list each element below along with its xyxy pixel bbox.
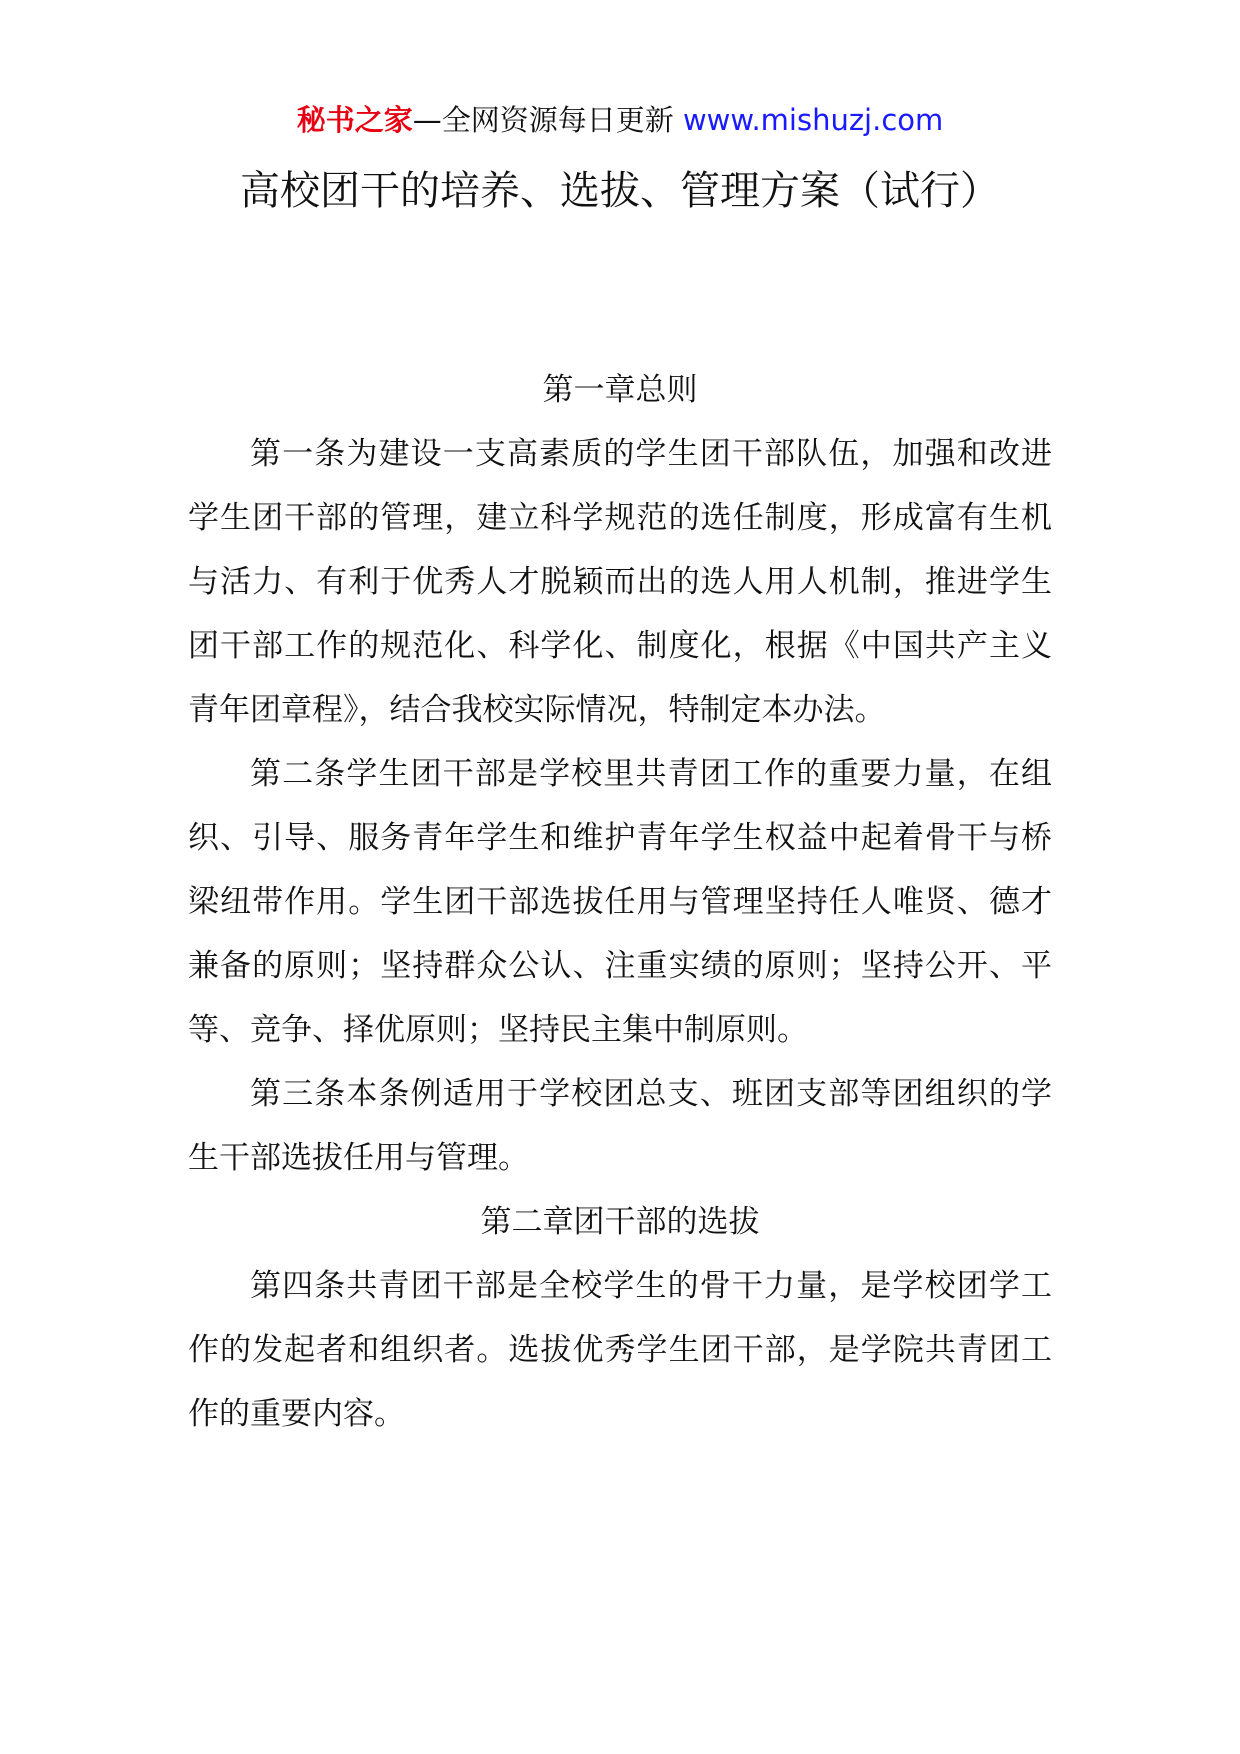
- site-header: [0, 100, 1240, 140]
- paragraph-article-4: 第四条共青团干部是全校学生的骨干力量，是学校团学工作的发起者和组织者。选拔优秀学生团干部，是学院共青团工作的重要内容。: [188, 1268, 1052, 1432]
- header-slogan: —全网资源每日更新: [412, 103, 674, 137]
- paragraph-article-3: 第三条本条例适用于学校团总支、班团支部等团组织的学生干部选拔任用与管理。: [188, 1076, 1052, 1176]
- chapter-heading: 第一章总则: [542, 372, 698, 408]
- document-body: [188, 358, 1052, 1446]
- paragraph-article-1: 第一条为建设一支高素质的学生团干部队伍，加强和改进学生团干部的管理，建立科学规范的选任制度，形成富有生机与活力、有利于优秀人才脱颖而出的选人用人机制，推进学生团干部工作的规范化、科学化、制度化，根据《中国共产主义青年团章程》，结合我校实际情况，特制定本办法。: [188, 436, 1052, 728]
- document-title: 高校团干的培养、选拔、管理方案（试行）: [240, 168, 1000, 214]
- paragraph-article-2: 第二条学生团干部是学校里共青团工作的重要力量，在组织、引导、服务青年学生和维护青年学生权益中起着骨干与桥梁纽带作用。学生团干部选拔任用与管理坚持任人唯贤、德才兼备的原则；坚持群众公认、注重实绩的原则；坚持公开、平等、竞争、择优原则；坚持民主集中制原则。: [188, 756, 1052, 1048]
- chapter-heading: 第二章团干部的选拔: [480, 1204, 760, 1240]
- site-url-link[interactable]: www.mishuzj.com: [682, 103, 944, 137]
- brand-name: 秘书之家: [296, 103, 413, 137]
